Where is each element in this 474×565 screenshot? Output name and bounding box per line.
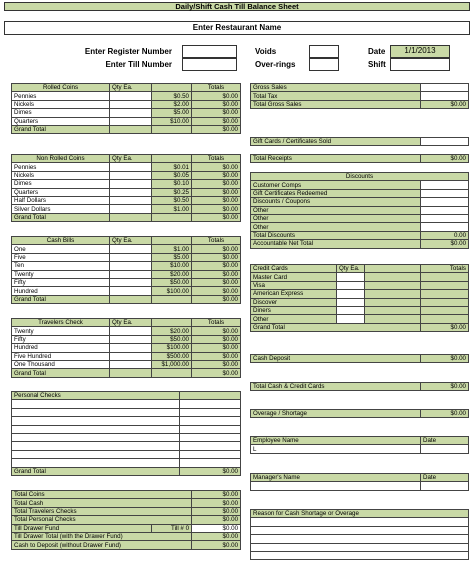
total-receipts-label: Total Receipts	[251, 155, 421, 163]
total-receipts-table	[250, 154, 469, 163]
summary-label: Till Drawer Fund	[12, 524, 152, 532]
cash-deposit-table	[250, 354, 469, 363]
row-label: Silver Dollars	[12, 205, 110, 213]
till-number-ref: Till # 0	[152, 524, 192, 532]
qty-input[interactable]	[110, 180, 152, 188]
row-label: Half Dollars	[12, 196, 110, 204]
col-header: Non Rolled Coins	[12, 155, 110, 163]
check-amount-input[interactable]	[180, 425, 241, 433]
qty-input[interactable]	[110, 352, 152, 360]
card-label: American Express	[251, 290, 337, 298]
row-label: Quarters	[12, 188, 110, 196]
col-header: Totals	[192, 155, 241, 163]
total-cash-credit-value: $0.00	[421, 383, 469, 391]
reason-input[interactable]	[251, 526, 469, 534]
row-label: Nickels	[12, 100, 110, 108]
summary-label: Till Drawer Total (with the Drawer Fund)	[12, 532, 192, 540]
unit-value: $0.25	[152, 188, 192, 196]
till-number-input[interactable]	[182, 58, 237, 71]
qty-input[interactable]	[110, 163, 152, 171]
credit-cards-table	[250, 264, 469, 332]
gift-cards-table	[250, 137, 469, 146]
check-entry-input[interactable]	[12, 459, 180, 467]
summary-value: $0.00	[192, 499, 241, 507]
summary-table	[11, 490, 241, 550]
summary-label: Cash to Deposit (without Drawer Fund)	[12, 541, 192, 549]
qty-input[interactable]	[110, 196, 152, 204]
col-header: Rolled Coins	[12, 84, 110, 92]
card-qty-input[interactable]	[337, 281, 365, 289]
row-total: $0.00	[192, 100, 241, 108]
non-rolled-coins-table	[11, 154, 241, 222]
col-header: Qty Ea.	[110, 319, 152, 327]
row-total: $0.00	[192, 262, 241, 270]
total-cash-credit-label: Total Cash & Credit Cards	[251, 383, 421, 391]
row-total: $0.00	[192, 245, 241, 253]
card-label: Diners	[251, 306, 337, 314]
row-total: $0.00	[192, 92, 241, 100]
total-discounts-label: Total Discounts	[251, 231, 421, 239]
register-number-label: Enter Register Number	[84, 47, 172, 56]
check-amount-input[interactable]	[180, 433, 241, 441]
row-label: Five Hundred	[12, 352, 110, 360]
employee-name-label: Employee Name	[251, 437, 421, 445]
qty-input[interactable]	[110, 287, 152, 295]
employee-date-label: Date	[421, 437, 469, 445]
voids-label: Voids	[255, 47, 277, 56]
qty-input[interactable]	[110, 278, 152, 286]
unit-value: $5.00	[152, 253, 192, 261]
unit-value: $5.00	[152, 109, 192, 117]
card-qty-input[interactable]	[337, 306, 365, 314]
row-label: Fifty	[12, 335, 110, 343]
qty-input[interactable]	[110, 109, 152, 117]
overrings-input[interactable]	[309, 58, 339, 71]
discounts-table	[250, 172, 469, 249]
card-qty-input[interactable]	[337, 290, 365, 298]
date-label: Date	[368, 47, 386, 56]
sheet-title: Daily/Shift Cash Till Balance Sheet	[4, 2, 470, 11]
check-amount-input[interactable]	[180, 417, 241, 425]
row-label: Dimes	[12, 109, 110, 117]
reason-label: Reason for Cash Shortage or Overage	[251, 510, 469, 518]
unit-value: $0.05	[152, 171, 192, 179]
discount-input[interactable]	[421, 198, 469, 206]
check-amount-input[interactable]	[180, 400, 241, 408]
row-label: Hundred	[12, 287, 110, 295]
summary-label: Total Coins	[12, 491, 192, 499]
unit-value: $1.00	[152, 205, 192, 213]
unit-value: $20.00	[152, 270, 192, 278]
row-total: $0.00	[192, 270, 241, 278]
check-entry-input[interactable]	[12, 425, 180, 433]
grand-total-label: Grand Total	[12, 213, 110, 221]
row-label: Pennies	[12, 163, 110, 171]
accountable-net-value: $0.00	[421, 240, 469, 248]
row-label: Hundred	[12, 344, 110, 352]
overrings-label: Over-rings	[255, 60, 296, 69]
discount-input[interactable]	[421, 206, 469, 214]
check-entry-input[interactable]	[12, 408, 180, 416]
col-header: Qty Ea.	[110, 237, 152, 245]
col-header	[152, 84, 192, 92]
grand-total-value: $0.00	[192, 295, 241, 303]
discount-label: Other	[251, 223, 421, 231]
summary-value[interactable]: $0.00	[192, 524, 241, 532]
unit-value: $500.00	[152, 352, 192, 360]
unit-value: $100.00	[152, 287, 192, 295]
row-total: $0.00	[192, 163, 241, 171]
unit-value: $0.01	[152, 163, 192, 171]
voids-input[interactable]	[309, 45, 339, 58]
qty-input[interactable]	[110, 100, 152, 108]
cash-till-sheet	[4, 2, 470, 561]
reason-input[interactable]	[251, 535, 469, 543]
check-entry-input[interactable]	[12, 400, 180, 408]
unit-value: $100.00	[152, 344, 192, 352]
till-number-label: Enter Till Number	[105, 60, 172, 69]
summary-value: $0.00	[192, 532, 241, 540]
col-header: Totals	[421, 265, 469, 273]
gift-cards-label: Gift Cards / Certificates Sold	[251, 138, 421, 146]
grand-total-value: $0.00	[180, 467, 241, 475]
summary-label: Total Cash	[12, 499, 192, 507]
unit-value: $10.00	[152, 262, 192, 270]
row-label: One	[12, 245, 110, 253]
grand-total-label: Grand Total	[251, 323, 421, 331]
rolled-coins-table	[11, 83, 241, 134]
gift-cards-input[interactable]	[421, 138, 469, 146]
check-amount-input[interactable]	[180, 408, 241, 416]
qty-input[interactable]	[110, 245, 152, 253]
row-label: Quarters	[12, 117, 110, 125]
personal-checks-table	[11, 391, 241, 476]
unit-value: $1,000.00	[152, 360, 192, 368]
register-number-input[interactable]	[182, 45, 237, 58]
grand-total-value: $0.00	[192, 213, 241, 221]
manager-date-label: Date	[421, 474, 469, 482]
cash-deposit-value: $0.00	[421, 355, 469, 363]
employee-name-input[interactable]: L	[251, 445, 421, 453]
unit-value: $50.00	[152, 278, 192, 286]
row-label: One Thousand	[12, 360, 110, 368]
row-total: $0.00	[192, 327, 241, 335]
row-label: Pennies	[12, 92, 110, 100]
row-total: $0.00	[192, 278, 241, 286]
row-total: $0.00	[192, 352, 241, 360]
summary-label: Total Personal Checks	[12, 516, 192, 524]
col-header	[152, 155, 192, 163]
manager-table	[250, 473, 469, 491]
reason-table	[250, 509, 469, 560]
total-tax-input[interactable]	[421, 92, 469, 100]
unit-value: $50.00	[152, 335, 192, 343]
row-total: $0.00	[192, 287, 241, 295]
col-header	[152, 237, 192, 245]
reason-input[interactable]	[251, 543, 469, 551]
total-discounts-value: 0.00	[421, 231, 469, 239]
col-header: Cash Bills	[12, 237, 110, 245]
row-label: Fifty	[12, 278, 110, 286]
col-header: Totals	[192, 237, 241, 245]
accountable-net-label: Accountable Net Total	[251, 240, 421, 248]
card-qty-input[interactable]	[337, 315, 365, 323]
col-header: Qty Ea.	[110, 155, 152, 163]
discount-label: Customer Comps	[251, 181, 421, 189]
summary-value: $0.00	[192, 507, 241, 515]
discount-input[interactable]	[421, 181, 469, 189]
unit-value: $0.50	[152, 196, 192, 204]
col-header: Totals	[192, 84, 241, 92]
discount-label: Discounts / Coupons	[251, 198, 421, 206]
manager-date-input[interactable]	[421, 482, 469, 490]
grand-total-value: $0.00	[421, 323, 469, 331]
unit-value: $20.00	[152, 327, 192, 335]
overage-table	[250, 409, 469, 418]
restaurant-name-field[interactable]: Enter Restaurant Name	[4, 21, 470, 35]
col-header: Totals	[192, 319, 241, 327]
qty-input[interactable]	[110, 188, 152, 196]
row-total: $0.00	[192, 188, 241, 196]
sales-table	[250, 83, 469, 109]
gross-sales-input[interactable]	[421, 84, 469, 92]
qty-input[interactable]	[110, 171, 152, 179]
shift-input[interactable]	[390, 58, 450, 71]
row-label: Twenty	[12, 270, 110, 278]
col-header: Qty Ea.	[337, 265, 365, 273]
total-gross-sales-label: Total Gross Sales	[251, 100, 421, 108]
check-amount-input[interactable]	[180, 450, 241, 458]
grand-total-label: Grand Total	[12, 125, 110, 133]
row-total: $0.00	[192, 117, 241, 125]
card-label: Master Card	[251, 273, 337, 281]
unit-value: $0.10	[152, 180, 192, 188]
card-label: Other	[251, 315, 337, 323]
discount-label: Other	[251, 206, 421, 214]
cash-deposit-label: Cash Deposit	[251, 355, 421, 363]
unit-value: $2.00	[152, 100, 192, 108]
check-entry-input[interactable]	[12, 450, 180, 458]
row-total: $0.00	[192, 180, 241, 188]
reason-input[interactable]	[251, 518, 469, 526]
personal-checks-header: Personal Checks	[12, 392, 180, 400]
row-total: $0.00	[192, 344, 241, 352]
manager-name-label: Manager's Name	[251, 474, 421, 482]
check-amount-input[interactable]	[180, 459, 241, 467]
overage-label: Overage / Shortage	[251, 410, 421, 418]
row-total: $0.00	[192, 253, 241, 261]
shift-label: Shift	[368, 60, 386, 69]
qty-input[interactable]	[110, 117, 152, 125]
row-total: $0.00	[192, 205, 241, 213]
qty-input[interactable]	[110, 327, 152, 335]
card-label: Discover	[251, 298, 337, 306]
travelers-check-table	[11, 318, 241, 378]
total-gross-sales-value: $0.00	[421, 100, 469, 108]
row-total: $0.00	[192, 360, 241, 368]
grand-total-label: Grand Total	[12, 467, 180, 475]
date-input[interactable]: 1/1/2013	[390, 45, 450, 58]
qty-input[interactable]	[110, 335, 152, 343]
qty-input[interactable]	[110, 92, 152, 100]
col-header	[152, 319, 192, 327]
discount-input[interactable]	[421, 214, 469, 222]
qty-input[interactable]	[110, 205, 152, 213]
row-label: Dimes	[12, 180, 110, 188]
row-label: Five	[12, 253, 110, 261]
discount-input[interactable]	[421, 189, 469, 197]
discounts-header: Discounts	[251, 173, 469, 181]
grand-total-label: Grand Total	[12, 295, 110, 303]
row-label: Twenty	[12, 327, 110, 335]
employee-table	[250, 436, 469, 454]
discount-label: Other	[251, 214, 421, 222]
total-receipts-value: $0.00	[421, 155, 469, 163]
reason-input[interactable]	[251, 551, 469, 559]
check-entry-input[interactable]	[12, 442, 180, 450]
overage-value: $0.00	[421, 410, 469, 418]
col-header: Travelers Check	[12, 319, 110, 327]
discount-label: Gift Certificates Redeemed	[251, 189, 421, 197]
summary-label: Total Travelers Checks	[12, 507, 192, 515]
qty-input[interactable]	[110, 360, 152, 368]
summary-value: $0.00	[192, 516, 241, 524]
employee-date-input[interactable]	[421, 445, 469, 453]
discount-input[interactable]	[421, 223, 469, 231]
qty-input[interactable]	[110, 344, 152, 352]
unit-value: $0.50	[152, 92, 192, 100]
row-label: Ten	[12, 262, 110, 270]
row-label: Nickels	[12, 171, 110, 179]
total-tax-label: Total Tax	[251, 92, 421, 100]
row-total: $0.00	[192, 109, 241, 117]
grand-total-value: $0.00	[192, 369, 241, 377]
unit-value: $1.00	[152, 245, 192, 253]
card-qty-input[interactable]	[337, 273, 365, 281]
unit-value: $10.00	[152, 117, 192, 125]
total-cash-credit-table	[250, 382, 469, 391]
manager-name-input[interactable]	[251, 482, 421, 490]
check-entry-input[interactable]	[12, 417, 180, 425]
card-qty-input[interactable]	[337, 298, 365, 306]
row-total: $0.00	[192, 196, 241, 204]
row-total: $0.00	[192, 335, 241, 343]
col-header: Credit Cards	[251, 265, 337, 273]
grand-total-label: Grand Total	[12, 369, 110, 377]
col-header: Qty Ea.	[110, 84, 152, 92]
qty-input[interactable]	[110, 270, 152, 278]
row-total: $0.00	[192, 171, 241, 179]
qty-input[interactable]	[110, 262, 152, 270]
card-label: Visa	[251, 281, 337, 289]
summary-value: $0.00	[192, 491, 241, 499]
qty-input[interactable]	[110, 253, 152, 261]
summary-value: $0.00	[192, 541, 241, 549]
gross-sales-label: Gross Sales	[251, 84, 421, 92]
grand-total-value: $0.00	[192, 125, 241, 133]
check-amount-input[interactable]	[180, 442, 241, 450]
check-entry-input[interactable]	[12, 433, 180, 441]
cash-bills-table	[11, 236, 241, 304]
